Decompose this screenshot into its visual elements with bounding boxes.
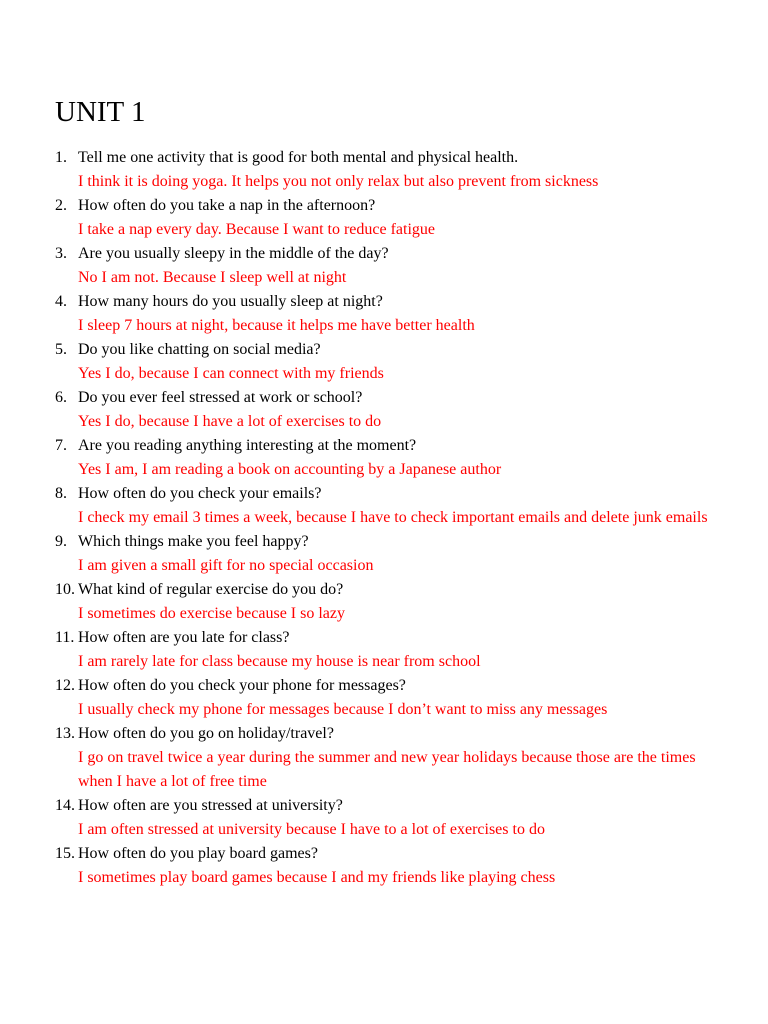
answer-text: I take a nap every day. Because I want to reduce fatigue [78,221,436,238]
question-text: Are you reading anything interesting at the moment? [78,437,417,454]
question-line [0,434,768,458]
answer-text: No I am not. Because I sleep well at night [78,269,347,286]
qa-item-1 [0,146,768,194]
question-line [0,290,768,314]
question-number: 11. [55,629,75,646]
question-text: Do you like chatting on social media? [78,341,321,358]
answer-text: Yes I am, I am reading a book on accounting by a Japanese author [78,461,502,478]
question-text: How often do you go on holiday/travel? [78,725,334,742]
question-line [0,386,768,410]
answer-text: I sometimes do exercise because I so lazy [78,605,346,622]
question-number: 2. [55,197,67,214]
question-text: What kind of regular exercise do you do? [78,581,344,598]
question-text: Are you usually sleepy in the middle of the day? [78,245,389,262]
answer-text: I sometimes play board games because I and my friends like playing chess [78,869,556,886]
answer-text: I usually check my phone for messages because I don’t want to miss any messages [78,701,608,718]
question-number: 14. [55,797,75,814]
answer-text: I check my email 3 times a week, because I have to check important emails and delete junk emails [78,509,708,526]
question-text: Which things make you feel happy? [78,533,309,550]
question-answer-list [0,146,768,890]
question-text: Do you ever feel stressed at work or school? [78,389,363,406]
qa-item-6 [0,386,768,434]
qa-item-4 [0,290,768,338]
question-number: 3. [55,245,67,262]
question-line [0,338,768,362]
question-line [0,674,768,698]
question-number: 10. [55,581,75,598]
qa-item-15 [0,842,768,890]
question-number: 15. [55,845,75,862]
answer-text: I go on travel twice a year during the summer and new year holidays because those are the times when I have a lot of free time [78,749,696,790]
question-number: 5. [55,341,67,358]
question-line [0,194,768,218]
question-text: Tell me one activity that is good for both mental and physical health. [78,149,519,166]
question-number: 12. [55,677,75,694]
answer-text: Yes I do, because I can connect with my friends [78,365,384,382]
question-number: 9. [55,533,67,550]
question-line [0,842,768,866]
qa-item-2 [0,194,768,242]
question-text: How often do you play board games? [78,845,318,862]
question-text: How often are you late for class? [78,629,290,646]
qa-item-7 [0,434,768,482]
answer-text: I think it is doing yoga. It helps you not only relax but also prevent from sickness [78,173,599,190]
answer-text: I am given a small gift for no special occasion [78,557,374,574]
qa-item-11 [0,626,768,674]
answer-text: Yes I do, because I have a lot of exercises to do [78,413,382,430]
question-line [0,794,768,818]
unit-title: UNIT 1 [55,96,146,128]
question-line [0,626,768,650]
question-line [0,146,768,170]
answer-text: I am rarely late for class because my house is near from school [78,653,481,670]
question-number: 7. [55,437,67,454]
question-number: 1. [55,149,67,166]
qa-item-10 [0,578,768,626]
qa-item-13 [0,722,768,794]
question-number: 8. [55,485,67,502]
answer-text: I am often stressed at university because I have to a lot of exercises to do [78,821,545,838]
qa-item-9 [0,530,768,578]
qa-item-14 [0,794,768,842]
question-number: 4. [55,293,67,310]
question-line [0,530,768,554]
question-text: How often are you stressed at university? [78,797,343,814]
question-text: How often do you take a nap in the afternoon? [78,197,376,214]
question-line [0,242,768,266]
question-line [0,578,768,602]
question-line [0,482,768,506]
question-text: How often do you check your phone for messages? [78,677,406,694]
qa-item-12 [0,674,768,722]
qa-item-5 [0,338,768,386]
answer-text: I sleep 7 hours at night, because it helps me have better health [78,317,475,334]
question-number: 13. [55,725,75,742]
question-line [0,722,768,746]
qa-item-3 [0,242,768,290]
question-text: How often do you check your emails? [78,485,322,502]
qa-item-8 [0,482,768,530]
question-number: 6. [55,389,67,406]
question-text: How many hours do you usually sleep at night? [78,293,383,310]
